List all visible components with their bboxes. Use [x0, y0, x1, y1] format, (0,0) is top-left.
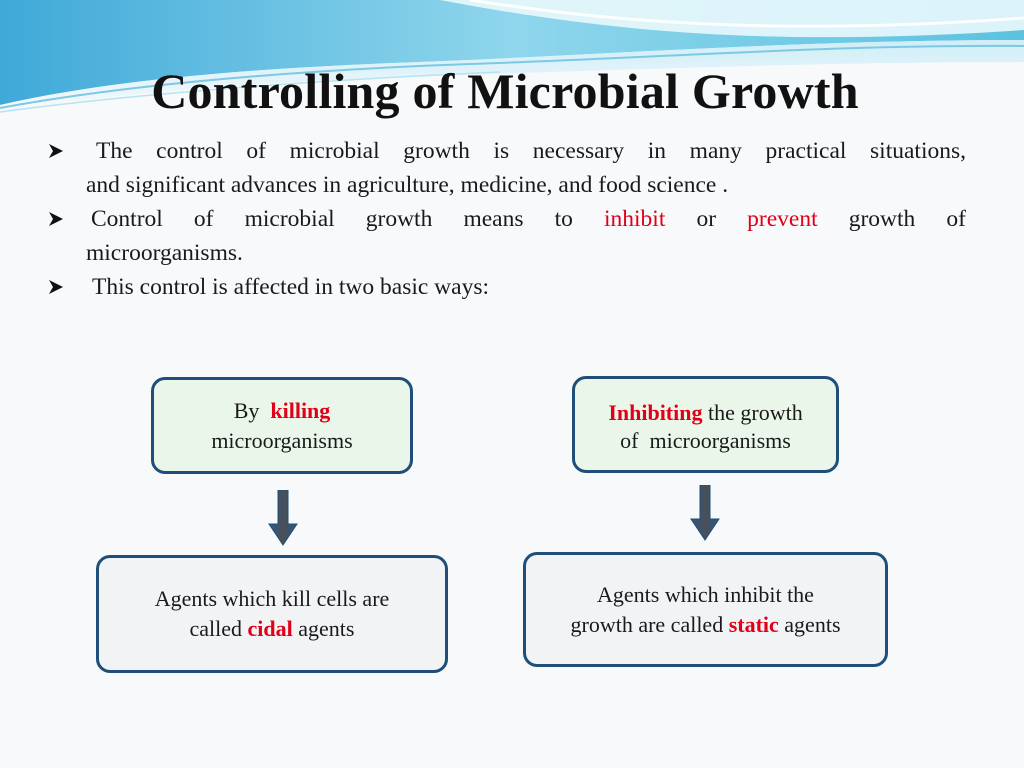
cidal-box-line-1: Agents which kill cells are	[154, 586, 390, 611]
inhibiting-box	[572, 376, 839, 473]
cidal-box-post: agents	[298, 616, 355, 641]
bullet-1-line-1: The control of microbial growth is necessary in many practical situations,	[96, 138, 966, 164]
list-item	[44, 202, 966, 270]
static-box-post: agents	[784, 611, 841, 637]
static-highlight: static	[728, 611, 779, 637]
arrowhead-bullet-icon	[48, 143, 64, 159]
bullet-2-text: Control of microbial growth means to	[91, 206, 573, 232]
killing-box	[151, 377, 413, 474]
static-box-pre: growth are called	[570, 611, 724, 637]
bullet-2-line-2: microorganisms.	[86, 240, 243, 266]
inhibiting-box-post: the growth	[707, 400, 803, 425]
killing-highlight: killing	[270, 397, 331, 423]
inhibiting-box-line-2: of microorganisms	[620, 428, 791, 453]
bullet-2-line-1	[86, 202, 966, 236]
bullet-2-tail: growth of	[848, 206, 966, 232]
arrowhead-bullet-icon	[48, 211, 64, 227]
static-box	[523, 552, 888, 667]
killing-box-pre: By	[233, 397, 260, 423]
arrowhead-bullet-icon	[48, 279, 64, 295]
bullet-1-line-2: and significant advances in agriculture, medicine, and food science .	[86, 172, 729, 198]
bullet-list	[44, 134, 966, 304]
list-item	[44, 134, 966, 202]
bullet-2-or: or	[696, 206, 717, 232]
list-item	[44, 270, 966, 304]
down-arrow-icon	[690, 485, 720, 541]
prevent-highlight: prevent	[747, 206, 818, 232]
down-arrow-icon	[268, 490, 298, 546]
bullet-3-text: This control is affected in two basic ways:	[92, 274, 490, 300]
static-box-line-1: Agents which inhibit the	[597, 581, 814, 607]
killing-box-line-2: microorganisms	[211, 427, 353, 453]
page-title: Controlling of Microbial Growth	[151, 63, 859, 119]
cidal-box-pre: called	[189, 616, 243, 641]
inhibit-highlight: inhibit	[603, 206, 666, 232]
cidal-box	[96, 555, 448, 673]
cidal-highlight: cidal	[247, 616, 293, 641]
inhibiting-highlight: Inhibiting	[608, 400, 703, 425]
